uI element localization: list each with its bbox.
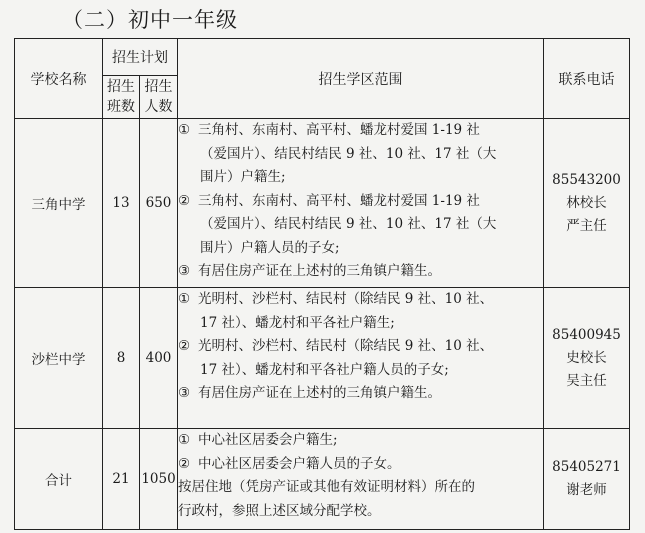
contact-cell xyxy=(544,429,630,530)
range-line xyxy=(178,500,543,524)
range-cell xyxy=(178,288,544,429)
range-text: 光明村、沙栏村、结民村（除结民 9 社、10 社、 xyxy=(198,338,494,354)
range-line xyxy=(178,312,543,336)
header-student-count xyxy=(140,76,178,119)
range-text: 光明村、沙栏村、结民村（除结民 9 社、10 社、 xyxy=(198,291,494,307)
header-class-count-line1: 招生 xyxy=(107,79,135,95)
range-line xyxy=(178,166,543,190)
class-count-cell: 8 xyxy=(103,288,140,429)
header-school-name: 学校名称 xyxy=(15,39,103,119)
range-line xyxy=(178,335,543,359)
range-line xyxy=(178,260,543,284)
range-cell xyxy=(178,429,544,530)
range-line xyxy=(178,359,543,383)
item-number: ② xyxy=(178,338,191,354)
range-line xyxy=(178,288,543,312)
range-line xyxy=(178,143,543,167)
range-text: 三角村、东南村、高平村、蟠龙村爱国 1-19 社 xyxy=(198,192,480,209)
range-text: 有居住房产证在上述村的三角镇户籍生。 xyxy=(198,385,441,401)
item-number: ① xyxy=(178,432,191,448)
school-name-cell: 三角中学 xyxy=(15,119,103,288)
enrollment-table xyxy=(14,38,630,530)
range-text: 围片）户籍生; xyxy=(200,169,286,185)
header-contact-phone: 联系电话 xyxy=(544,39,630,119)
table-row xyxy=(15,429,630,530)
header-enrollment-plan: 招生计划 xyxy=(103,39,178,76)
class-count-cell: 13 xyxy=(103,119,140,288)
section-title: （二）初中一年级 xyxy=(62,8,238,32)
phone-number: 85400945 xyxy=(552,326,621,343)
range-text: 围片）户籍人员的子女; xyxy=(200,239,340,256)
range-line xyxy=(178,382,543,406)
header-class-count xyxy=(103,76,140,119)
range-text: （爱国片）、结民村结民 9 社、10 社、17 社（大 xyxy=(200,145,497,162)
item-number: ③ xyxy=(178,263,191,279)
table-row xyxy=(15,288,630,429)
contact-person: 严主任 xyxy=(566,217,607,234)
student-count-cell: 400 xyxy=(140,288,178,429)
range-line xyxy=(178,476,543,500)
phone-number: 85543200 xyxy=(552,171,621,188)
school-name-cell: 沙栏中学 xyxy=(15,288,103,429)
range-text: 中心社区居委会户籍生; xyxy=(198,432,338,448)
range-line xyxy=(178,453,543,477)
contact-cell xyxy=(544,288,630,429)
phone-number: 85405271 xyxy=(552,459,621,475)
range-text: 三角村、东南村、高平村、蟠龙村爱国 1-19 社 xyxy=(198,122,480,138)
contact-cell xyxy=(544,119,630,288)
range-text: 有居住房产证在上述村的三角镇户籍生。 xyxy=(198,263,441,279)
table-row xyxy=(15,119,630,288)
range-line xyxy=(178,429,543,453)
range-text: 17 社）、蟠龙村和平各社户籍生; xyxy=(200,314,395,331)
header-class-count-line2: 班数 xyxy=(107,99,135,115)
item-number: ② xyxy=(178,455,191,472)
range-line xyxy=(178,190,543,214)
range-line xyxy=(178,237,543,261)
header-enrollment-range: 招生学区范围 xyxy=(178,39,544,119)
contact-person: 史校长 xyxy=(566,349,607,366)
student-count-cell: 1050 xyxy=(140,429,178,530)
contact-person: 谢老师 xyxy=(566,482,607,498)
item-number: ① xyxy=(178,291,191,307)
item-number: ① xyxy=(178,122,191,138)
range-text: 中心社区居委会户籍人员的子女。 xyxy=(198,455,401,472)
range-line xyxy=(178,119,543,143)
range-text: （爱国片）、结民村结民 9 社、10 社、17 社（大 xyxy=(200,216,497,232)
range-text: 按居住地（凭房产证或其他有效证明材料）所在的 xyxy=(178,479,475,495)
contact-person: 吴主任 xyxy=(566,372,607,389)
range-line xyxy=(178,213,543,237)
class-count-cell: 21 xyxy=(103,429,140,530)
contact-person: 林校长 xyxy=(566,194,607,211)
header-student-count-line1: 招生 xyxy=(144,79,173,95)
header-student-count-line2: 人数 xyxy=(144,99,173,115)
range-text: 17 社）、蟠龙村和平各社户籍人员的子女; xyxy=(200,361,449,378)
school-name-cell: 合计 xyxy=(15,429,103,530)
item-number: ② xyxy=(178,192,191,209)
student-count-cell: 650 xyxy=(140,119,178,288)
item-number: ③ xyxy=(178,385,191,401)
header-row xyxy=(15,39,630,76)
range-text: 行政村，参照上述区域分配学校。 xyxy=(178,502,381,519)
range-cell xyxy=(178,119,544,288)
